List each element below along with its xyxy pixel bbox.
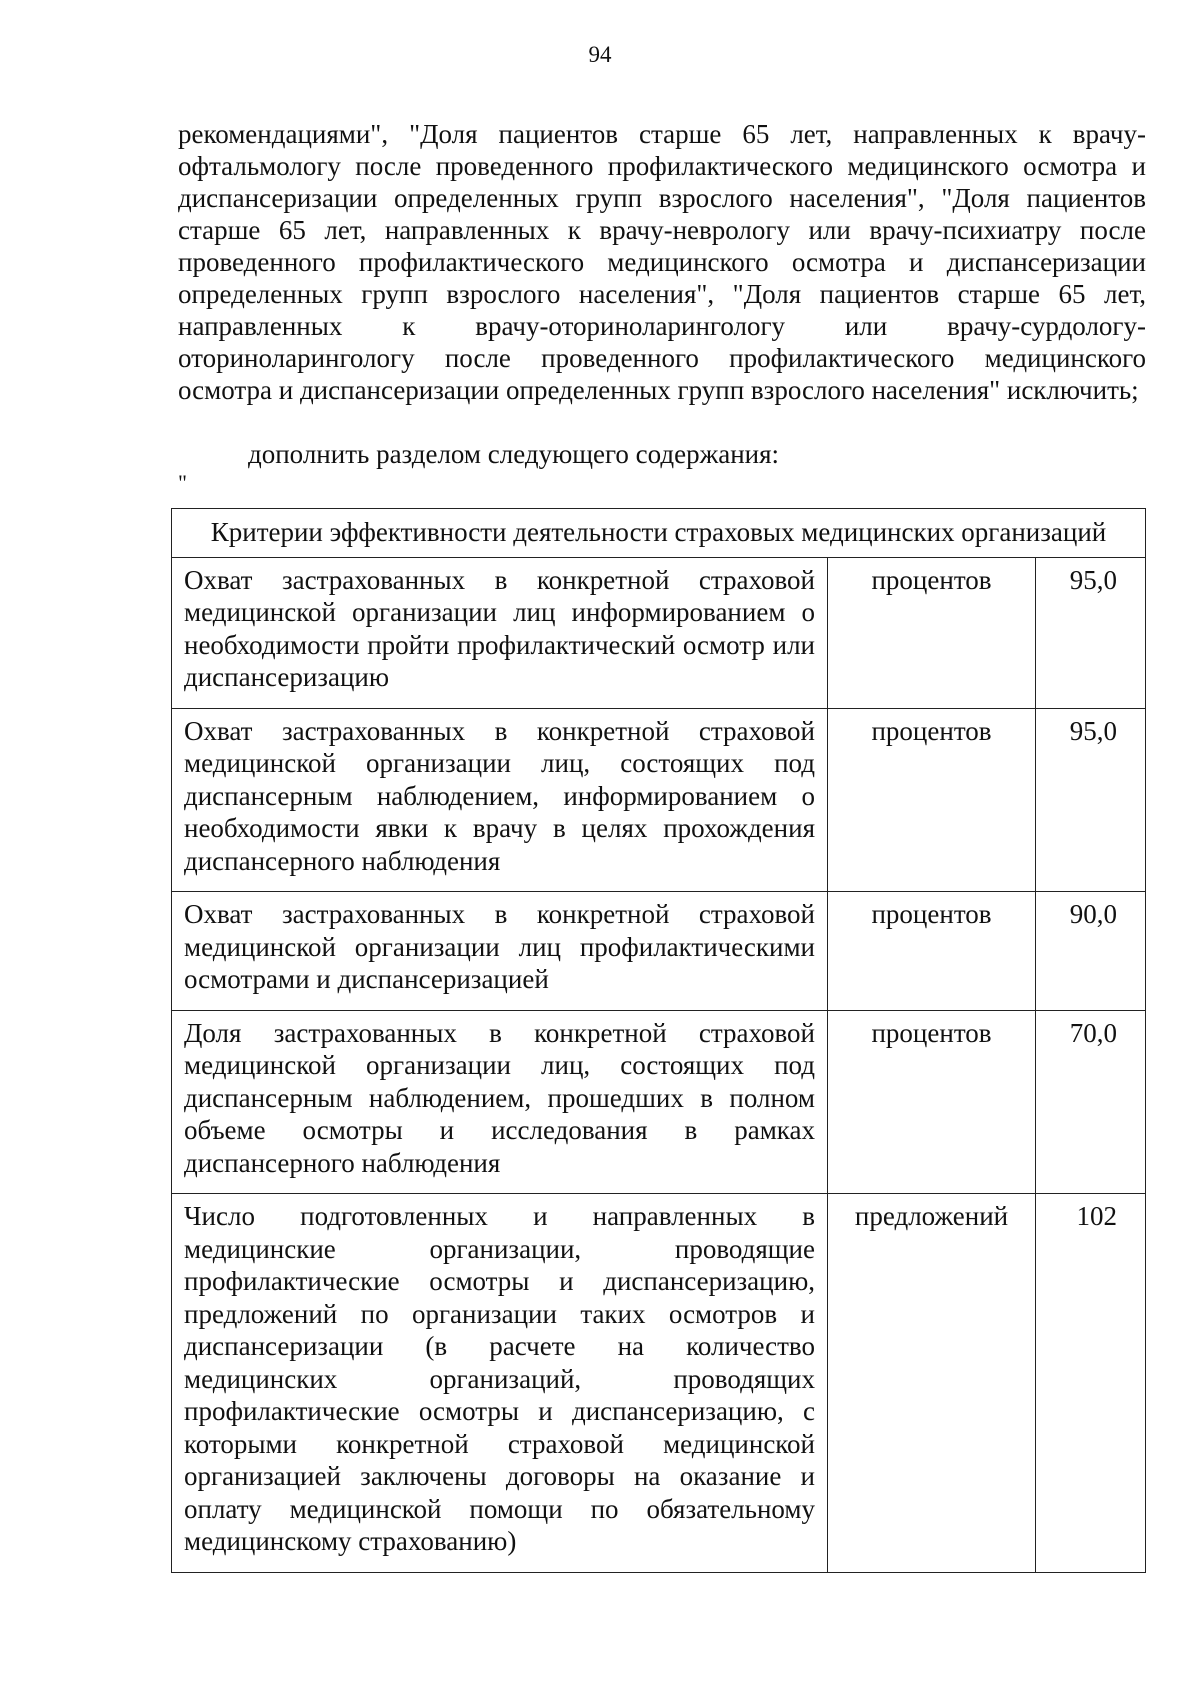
criterion-description: Число подготовленных и направленных в медицинские организации, проводящие профилактические осмотры и диспансеризацию, предложений по организации таких осмотров и диспансеризации (в расчете на количество медицинских организаций, проводящих профилактические осмотры и диспансеризацию, с которыми конкретной страховой медицинской организацией заключены договоры на оказание и оплату медицинской помощи по обязательному медицинскому страхованию) — [172, 1194, 828, 1573]
criterion-unit: процентов — [828, 708, 1036, 892]
criterion-value: 90,0 — [1036, 892, 1146, 1011]
section-intro: дополнить разделом следующего содержания: — [248, 439, 780, 469]
criterion-unit: предложений — [828, 1194, 1036, 1573]
table-row — [172, 557, 1146, 708]
criterion-description: Доля застрахованных в конкретной страховой медицинской организации лиц, состоящих под диспансерным наблюдением, прошедших в полном объеме осмотры и исследования в рамках диспансерного наблюдения — [172, 1010, 828, 1194]
page-number: 94 — [588, 42, 612, 67]
criterion-unit: процентов — [828, 1010, 1036, 1194]
criterion-description: Охват застрахованных в конкретной страховой медицинской организации лиц информированием о необходимости пройти профилактический осмотр или диспансеризацию — [172, 557, 828, 708]
criterion-value: 70,0 — [1036, 1010, 1146, 1194]
table-header: Критерии эффективности деятельности страховых медицинских организаций — [172, 509, 1146, 558]
criterion-unit: процентов — [828, 892, 1036, 1011]
table-row — [172, 1010, 1146, 1194]
criterion-value: 95,0 — [1036, 557, 1146, 708]
body-paragraph: рекомендациями", "Доля пациентов старше 65 лет, направленных к врачу-офтальмологу после проведенного профилактического медицинского осмотра и диспансеризации определенных групп взрослого населения", "Доля пациентов старше 65 лет, направленных к врачу-неврологу или врачу-психиатру после проведенного профилактического медицинского осмотра и диспансеризации определенных групп взрослого населения", "Доля пациентов старше 65 лет, направленных к врачу-оториноларингологу или врачу-сурдологу-оториноларингологу после проведенного профилактического медицинского осмотра и диспансеризации определенных групп взрослого населения" исключить; — [178, 119, 1146, 405]
criterion-description: Охват застрахованных в конкретной страховой медицинской организации лиц профилактическими осмотрами и диспансеризацией — [172, 892, 828, 1011]
table-header-row — [172, 509, 1146, 558]
table-row — [172, 708, 1146, 892]
opening-quote-mark: " — [178, 470, 187, 495]
criterion-description: Охват застрахованных в конкретной страховой медицинской организации лиц, состоящих под диспансерным наблюдением, информированием о необходимости явки к врачу в целях прохождения диспансерного наблюдения — [172, 708, 828, 892]
criterion-unit: процентов — [828, 557, 1036, 708]
criteria-table — [171, 508, 1146, 1573]
criterion-value: 102 — [1036, 1194, 1146, 1573]
criterion-value: 95,0 — [1036, 708, 1146, 892]
table-row — [172, 1194, 1146, 1573]
table-row — [172, 892, 1146, 1011]
